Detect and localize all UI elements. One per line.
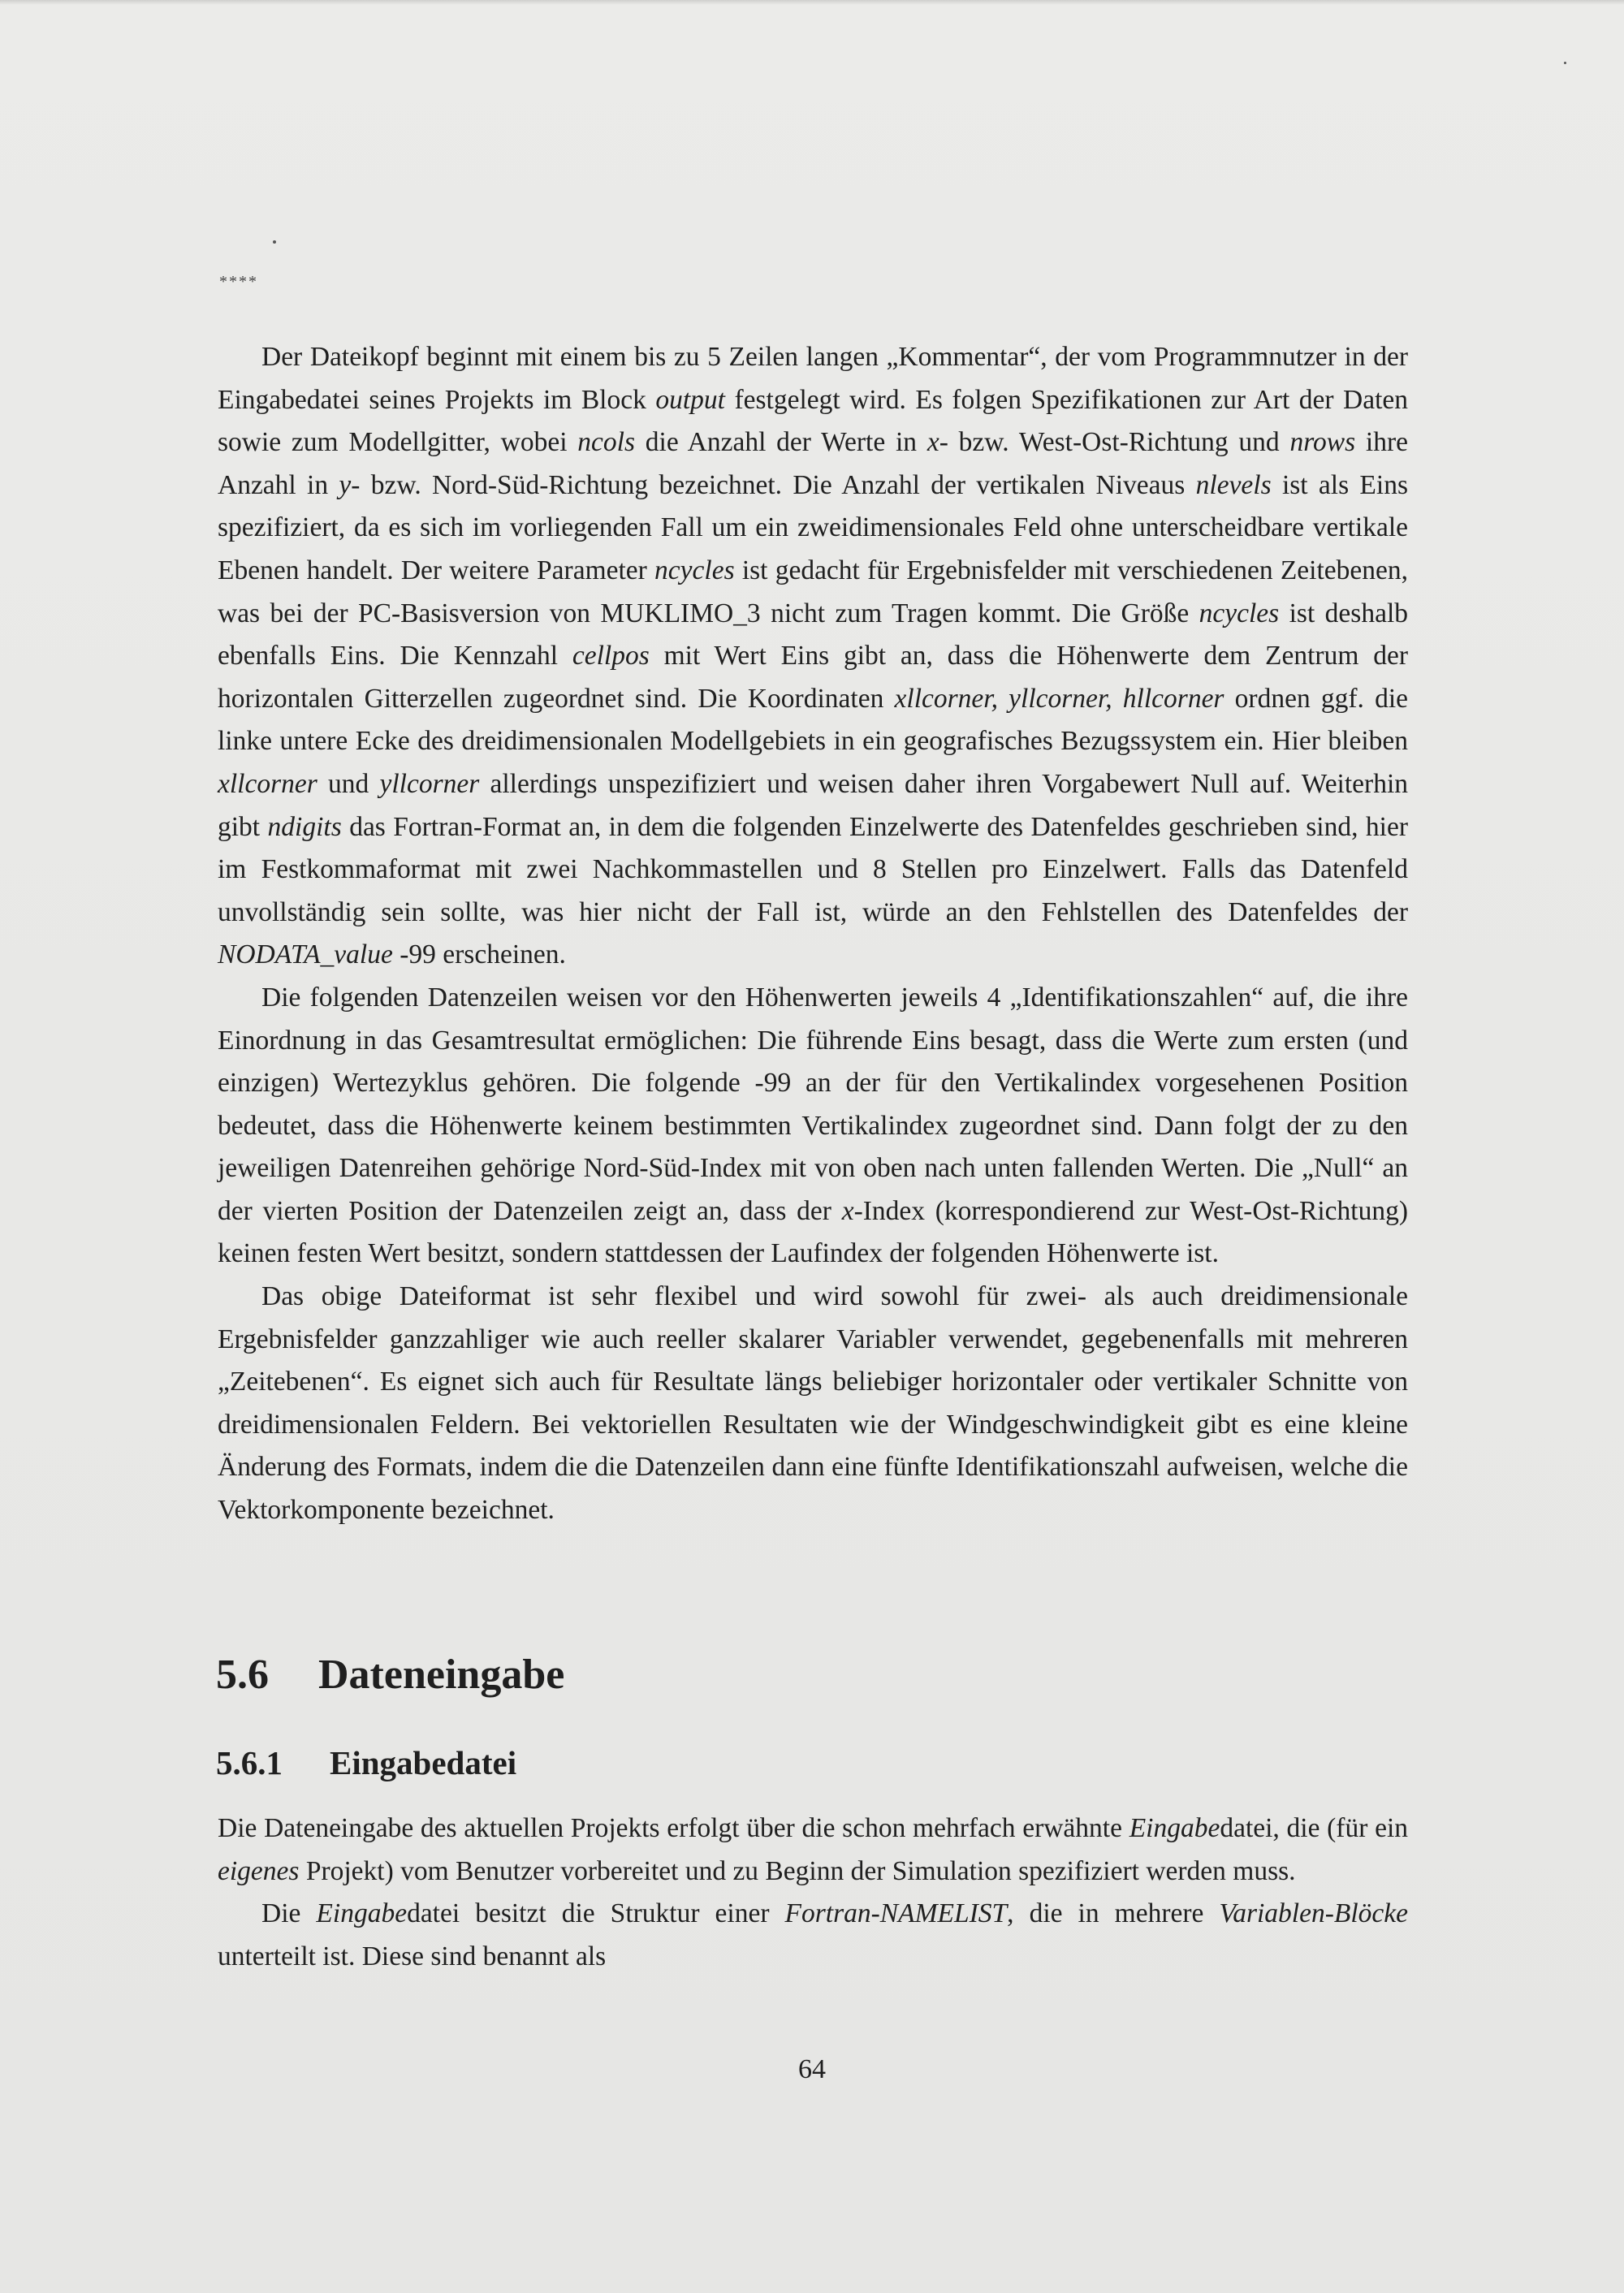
- paragraph-file-header: [218, 336, 1408, 977]
- text-run: Die: [261, 1898, 317, 1929]
- math-x: x: [926, 427, 939, 458]
- term-eingabe: Eingabe: [1129, 1813, 1220, 1843]
- term-eingabe: Eingabe: [316, 1898, 408, 1929]
- term-fortran-namelist: Fortran-NAMELIST: [784, 1898, 1008, 1929]
- term-ncols: ncols: [577, 427, 636, 458]
- scan-speck: [1564, 62, 1566, 64]
- subsection-title: Eingabedatei: [330, 1744, 517, 1781]
- term-ncycles: ncycles: [1199, 598, 1280, 628]
- text-run: und: [317, 768, 380, 799]
- paragraph-input-structure: [218, 1893, 1408, 1978]
- text-run: allerdings unspezifiziert und weisen daher ihren Vorgabewert Null auf. Weiterhin gibt: [218, 768, 1409, 842]
- page-number: 64: [798, 2054, 826, 2084]
- paragraph-input-intro: [218, 1807, 1408, 1893]
- text-run: ordnen ggf. die linke untere Ecke des dreidimensionalen Modellgebiets in ein geografisches Bezugssystem ein. Hier bleiben: [218, 683, 1409, 757]
- term-output: output: [655, 384, 725, 415]
- subsection-heading: [216, 1741, 516, 1785]
- section-heading: [216, 1648, 564, 1702]
- stars-marker: ****: [219, 273, 258, 291]
- text-run: festgelegt wird. Es folgen Spezifikationen zur Art der Daten sowie zum Modellgitter, wobei: [218, 384, 1408, 458]
- text-run: unterteilt ist. Diese sind benannt als: [218, 1941, 607, 1971]
- term-eigenes: eigenes: [218, 1855, 300, 1886]
- text-run: -Index (korrespondierend zur West-Ost-Richtung) keinen festen Wert besitzt, sondern stattdessen der Laufindex der folgenden Höhenwerte ist.: [218, 1195, 1409, 1269]
- text-run: ist deshalb ebenfalls Eins. Die Kennzahl: [218, 598, 1409, 671]
- text-run: - bzw. West-Ost-Richtung und: [939, 427, 1290, 458]
- text-run: Das obige Dateiformat ist sehr flexibel und wird sowohl für zwei- als auch dreidimensionale Ergebnisfelder ganzzahliger wie auch reeller skalarer Variabler verwendet, gegebenenfalls mit mehreren „Zeitebenen“. Es eignet sich auch für Resultate längs beliebiger horizontaler oder vertikaler Schnitte von dreidimensionalen Feldern. Bei vektoriellen Resultaten wie der Windgeschwindigkeit gibt es eine kleine Änderung des Formats, indem die die Datenzeilen dann eine fünfte Identifikationszahl aufweisen, welche die Vektorkomponente bezeichnet.: [218, 1281, 1408, 1526]
- text-run: ist als Eins spezifiziert, da es sich im vorliegenden Fall um ein zweidimensionales Feld ohne unterscheidbare vertikale Ebenen handelt. Der weitere Parameter: [218, 469, 1408, 585]
- term-corners: xllcorner, yllcorner, hllcorner: [894, 683, 1224, 714]
- math-y: y: [339, 469, 352, 500]
- text-run: Der Dateikopf beginnt mit einem bis zu 5 Zeilen langen „Kommentar“, der vom Programmnutzer in der Eingabedatei seines Projekts im Block: [218, 342, 1408, 415]
- section-title: Dateneingabe: [318, 1652, 565, 1698]
- text-run: die Anzahl der Werte in: [635, 427, 927, 458]
- text-run: , die in mehrere: [1007, 1898, 1220, 1929]
- body-text: [218, 336, 1408, 1532]
- text-run: das Fortran-Format an, in dem die folgenden Einzelwerte des Datenfeldes geschrieben sind, hier im Festkommaformat mit zwei Nachkommastellen und 8 Stellen pro Einzelwert. Falls das Datenfeld unvollständig sein sollte, was hier nicht der Fall ist, würde an den Fehlstellen des Datenfeldes der: [218, 811, 1408, 927]
- body-text-section: [218, 1807, 1408, 1978]
- text-run: -99 erscheinen.: [392, 939, 566, 970]
- term-nrows: nrows: [1289, 427, 1356, 458]
- subsection-number: 5.6.1: [216, 1744, 283, 1781]
- text-run: datei, die (für ein: [1220, 1813, 1408, 1843]
- text-run: Projekt) vom Benutzer vorbereitet und zu Beginn der Simulation spezifiziert werden muss.: [299, 1855, 1296, 1886]
- paragraph-file-format: [218, 1276, 1408, 1532]
- term-nodata-value: NODATA_value: [218, 939, 393, 970]
- term-ndigits: ndigits: [267, 811, 342, 842]
- text-run: Die folgenden Datenzeilen weisen vor den Höhenwerten jeweils 4 „Identifikationszahlen“ auf, die ihre Einordnung in das Gesamtresultat ermöglichen: Die führende Eins besagt, dass die Werte zum ersten (und einzigen) Wertezyklus gehören. Die folgende -99 an der für den Vertikalindex vorgesehenen Position bedeutet, dass die Höhenwerte keinem bestimmten Vertikalindex zugeordnet sind. Dann folgt der zu den jeweiligen Datenreihen gehörige Nord-Süd-Index mit von oben nach unten fallenden Werten. Die „Null“ an der vierten Position der Datenzeilen zeigt an, dass der: [218, 982, 1408, 1226]
- text-run: Die Dateneingabe des aktuellen Projekts erfolgt über die schon mehrfach erwähnte: [218, 1813, 1129, 1843]
- section-number: 5.6: [216, 1652, 269, 1698]
- term-yllcorner: yllcorner: [379, 768, 480, 799]
- text-run: datei besitzt die Struktur einer: [407, 1898, 785, 1929]
- scan-edge-shadow: [0, 0, 1624, 5]
- term-ncycles: ncycles: [654, 555, 735, 585]
- term-nlevels: nlevels: [1195, 469, 1272, 500]
- text-run: - bzw. Nord-Süd-Richtung bezeichnet. Die Anzahl der vertikalen Niveaus: [351, 469, 1196, 500]
- term-variablen-bloecke: Variablen-Blöcke: [1219, 1898, 1408, 1929]
- text-run: ist gedacht für Ergebnisfelder mit verschiedenen Zeitebenen, was bei der PC-Basisversion von MUKLIMO_3 nicht zum Tragen kommt. Die Größe: [218, 555, 1408, 628]
- text-run: ihre Anzahl in: [218, 427, 1408, 500]
- scan-speck: [273, 240, 276, 244]
- paragraph-data-rows: [218, 977, 1408, 1276]
- text-run: mit Wert Eins gibt an, dass die Höhenwerte dem Zentrum der horizontalen Gitterzellen zugeordnet sind. Die Koordinaten: [218, 641, 1408, 714]
- term-xllcorner: xllcorner: [218, 768, 317, 799]
- math-x: x: [841, 1195, 854, 1226]
- term-cellpos: cellpos: [572, 641, 650, 671]
